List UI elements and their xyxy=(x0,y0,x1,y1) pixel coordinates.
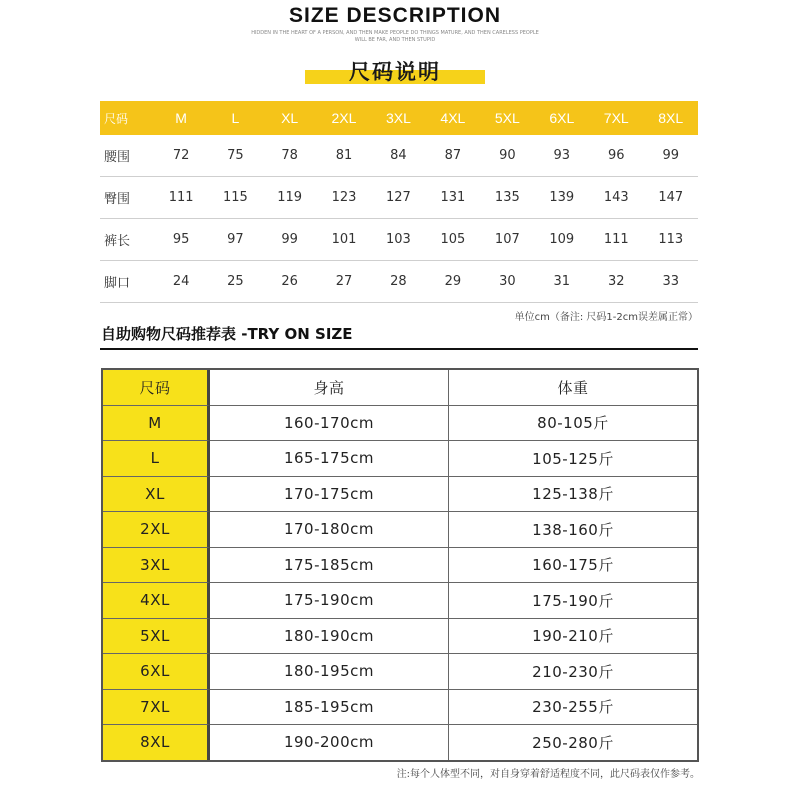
measurement-cell: 72 xyxy=(154,135,208,177)
measurement-cell: 29 xyxy=(426,261,480,303)
height-cell: 190-200cm xyxy=(210,725,449,760)
size-cell: 6XL xyxy=(103,654,210,690)
row-label: 裤长 xyxy=(100,219,154,261)
row-label: 臀围 xyxy=(100,177,154,219)
measurement-cell: 105 xyxy=(426,219,480,261)
recommend-row xyxy=(103,654,697,690)
recommend-header-cell: 尺码 xyxy=(103,370,210,406)
size-cell: 8XL xyxy=(103,725,210,760)
header-cell: 5XL xyxy=(480,101,534,135)
height-cell: 170-180cm xyxy=(210,512,449,548)
recommend-header-row xyxy=(103,370,697,406)
measurement-cell: 81 xyxy=(317,135,371,177)
measurement-cell: 99 xyxy=(643,135,698,177)
measurement-cell: 87 xyxy=(426,135,480,177)
size-cell: 5XL xyxy=(103,619,210,655)
measurement-cell: 101 xyxy=(317,219,371,261)
measurement-cell: 96 xyxy=(589,135,643,177)
measurement-cell: 139 xyxy=(535,177,589,219)
measurement-cell: 107 xyxy=(480,219,534,261)
measurement-cell: 135 xyxy=(480,177,534,219)
size-cell: M xyxy=(103,406,210,442)
size-cell: L xyxy=(103,441,210,477)
height-cell: 160-170cm xyxy=(210,406,449,442)
measurement-header-row xyxy=(100,101,698,135)
weight-cell: 125-138斤 xyxy=(449,477,697,513)
measurement-row xyxy=(100,177,698,219)
footnote: 注:每个人体型不同，对自身穿着舒适程度不同，此尺码表仅作参考。 xyxy=(396,769,700,780)
recommend-row xyxy=(103,441,697,477)
weight-cell: 175-190斤 xyxy=(449,583,697,619)
recommend-row xyxy=(103,690,697,726)
measurement-row xyxy=(100,135,698,177)
measurement-cell: 24 xyxy=(154,261,208,303)
measurement-cell: 25 xyxy=(208,261,262,303)
recommend-table xyxy=(101,368,699,762)
measurement-cell: 113 xyxy=(643,219,698,261)
measurement-cell: 27 xyxy=(317,261,371,303)
measurement-cell: 127 xyxy=(371,177,425,219)
height-cell: 180-190cm xyxy=(210,619,449,655)
size-cell: XL xyxy=(103,477,210,513)
measurement-cell: 111 xyxy=(154,177,208,219)
header-cell: 4XL xyxy=(426,101,480,135)
measurement-cell: 131 xyxy=(426,177,480,219)
measurement-cell: 103 xyxy=(371,219,425,261)
weight-cell: 138-160斤 xyxy=(449,512,697,548)
recommend-row xyxy=(103,725,697,760)
measurement-cell: 99 xyxy=(263,219,317,261)
height-cell: 185-195cm xyxy=(210,690,449,726)
recommend-row xyxy=(103,406,697,442)
measurement-cell: 123 xyxy=(317,177,371,219)
weight-cell: 190-210斤 xyxy=(449,619,697,655)
recommend-row xyxy=(103,477,697,513)
measurement-cell: 26 xyxy=(263,261,317,303)
unit-note: 单位cm（备注: 尺码1-2cm误差属正常） xyxy=(514,312,698,323)
measurement-cell: 75 xyxy=(208,135,262,177)
measurement-cell: 28 xyxy=(371,261,425,303)
measurement-cell: 31 xyxy=(535,261,589,303)
header-cell: L xyxy=(208,101,262,135)
measurement-table xyxy=(100,101,698,303)
weight-cell: 210-230斤 xyxy=(449,654,697,690)
header-cell: 6XL xyxy=(535,101,589,135)
header-cell: 3XL xyxy=(371,101,425,135)
measurement-cell: 109 xyxy=(535,219,589,261)
height-cell: 165-175cm xyxy=(210,441,449,477)
weight-cell: 80-105斤 xyxy=(449,406,697,442)
recommend-row xyxy=(103,548,697,584)
measurement-cell: 95 xyxy=(154,219,208,261)
section-badge xyxy=(305,56,485,86)
height-cell: 175-190cm xyxy=(210,583,449,619)
header-cell-size: 尺码 xyxy=(100,101,154,135)
recommend-row xyxy=(103,619,697,655)
weight-cell: 230-255斤 xyxy=(449,690,697,726)
size-cell: 2XL xyxy=(103,512,210,548)
measurement-cell: 143 xyxy=(589,177,643,219)
measurement-cell: 115 xyxy=(208,177,262,219)
size-cell: 4XL xyxy=(103,583,210,619)
recommend-row xyxy=(103,512,697,548)
measurement-row xyxy=(100,261,698,303)
header-cell: M xyxy=(154,101,208,135)
section-divider xyxy=(100,348,698,350)
row-label: 脚口 xyxy=(100,261,154,303)
weight-cell: 160-175斤 xyxy=(449,548,697,584)
measurement-cell: 147 xyxy=(643,177,698,219)
row-label: 腰围 xyxy=(100,135,154,177)
badge-label: 尺码说明 xyxy=(349,60,441,84)
page-subtitle: HIDDEN IN THE HEART OF A PERSON, AND THEN MAKE PEOPLE DO THINGS MATURE, AND THEN CARELESS PEOPLE WILL BE FAR, AND THEN STUPID xyxy=(251,30,539,43)
header-cell: 2XL xyxy=(317,101,371,135)
measurement-cell: 93 xyxy=(535,135,589,177)
measurement-cell: 33 xyxy=(643,261,698,303)
measurement-row xyxy=(100,219,698,261)
height-cell: 175-185cm xyxy=(210,548,449,584)
measurement-cell: 30 xyxy=(480,261,534,303)
measurement-cell: 32 xyxy=(589,261,643,303)
header-cell: 8XL xyxy=(643,101,698,135)
recommend-title: 自助购物尺码推荐表 -TRY ON SIZE xyxy=(101,325,353,343)
header-cell: XL xyxy=(263,101,317,135)
recommend-header-cell: 体重 xyxy=(449,370,697,406)
recommend-header-cell: 身高 xyxy=(210,370,449,406)
measurement-cell: 119 xyxy=(263,177,317,219)
weight-cell: 250-280斤 xyxy=(532,733,614,752)
measurement-cell: 97 xyxy=(208,219,262,261)
weight-cell: 105-125斤 xyxy=(449,441,697,477)
height-cell: 170-175cm xyxy=(210,477,449,513)
page-title: SIZE DESCRIPTION xyxy=(288,4,502,27)
recommend-row xyxy=(103,583,697,619)
measurement-cell: 111 xyxy=(589,219,643,261)
header-cell: 7XL xyxy=(589,101,643,135)
measurement-cell: 84 xyxy=(371,135,425,177)
measurement-cell: 78 xyxy=(263,135,317,177)
size-cell: 7XL xyxy=(103,690,210,726)
size-cell: 3XL xyxy=(103,548,210,584)
measurement-cell: 90 xyxy=(480,135,534,177)
height-cell: 180-195cm xyxy=(210,654,449,690)
